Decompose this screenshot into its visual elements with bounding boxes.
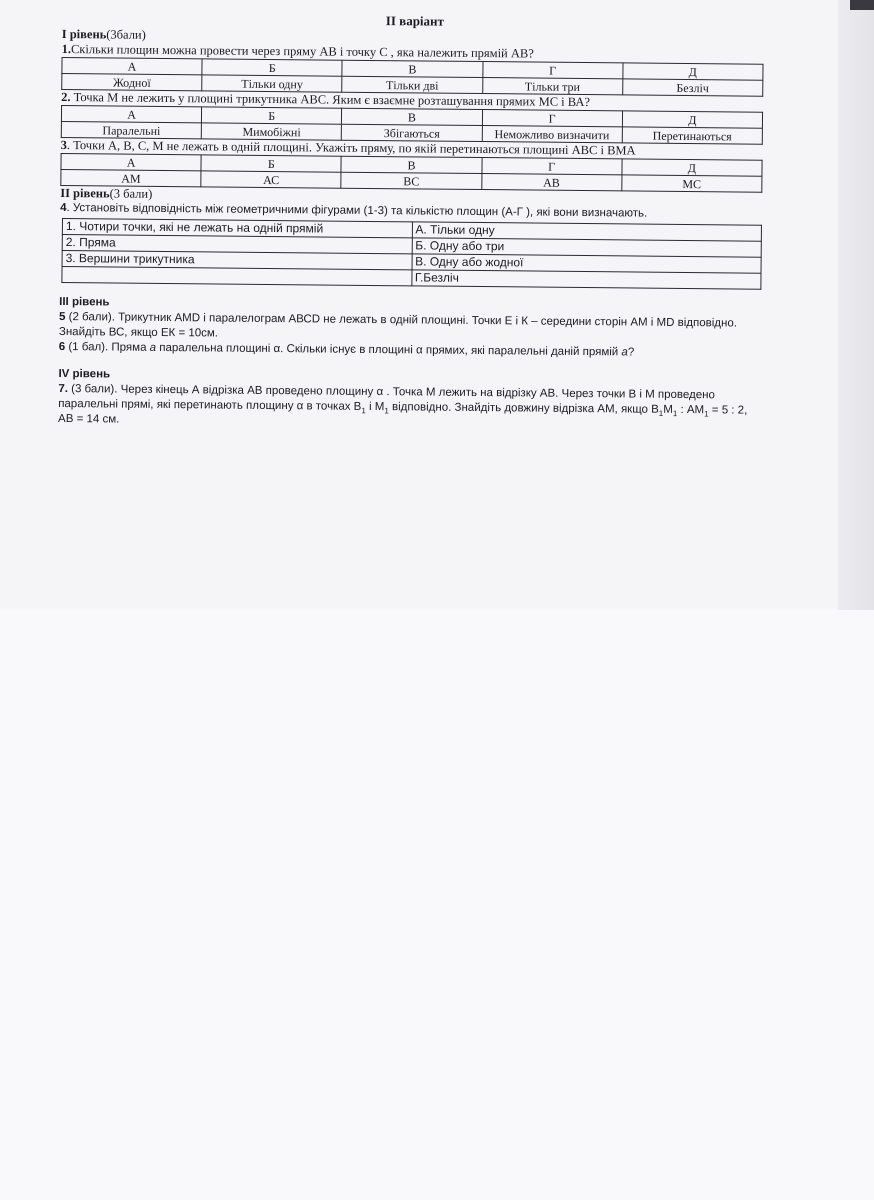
scan-background-edge xyxy=(838,0,874,610)
level-4-heading: ІV рівень xyxy=(58,367,111,381)
question-4-matching-table xyxy=(61,218,762,290)
question-1: 1.Скільки площин можна провести через пряму АВ і точку С , яка належить прямій АВ? xyxy=(61,41,534,61)
question-3: 3. Точки А, В, С, М не лежать в одній площині. Укажіть пряму, по якій перетинаються площині АВС і ВМА xyxy=(60,137,636,158)
question-6: 6 (1 бал). Пряма a паралельна площині α. Скільки існує в площині α прямих, які паралельні даній прямій a? xyxy=(58,340,635,359)
answer-options-row: АМ АС ВС АВ МС xyxy=(61,169,762,192)
level-2-heading: ІІ рівень(3 бали) xyxy=(60,185,153,201)
matching-row: Г.Безліч xyxy=(62,267,761,290)
question-5: 5 (2 бали). Трикутник АМD і паралелограм АВСD не лежать в одній площині. Точки Е і К – середини сторін АМ і МD відповідно. Знайдіть ВС, якщо ЕК = 10см. xyxy=(58,310,738,340)
answer-letters-row: А Б В Г Д xyxy=(61,153,762,176)
question-7: 7. (3 бали). Через кінець А відрізка АВ проведено площину α . Точка М лежить на відрізку АВ. Через точки В і М проведено паралельні прямі, які перетинають площину α в точках $В_1$ і $М_1$ відповідно. Знайдіть довжину відрізка АМ, якщо $В_1М_1$ : $АМ_1 = 5$ : 2, АВ = 14 см. xyxy=(58,382,748,426)
matching-row: 1. Чотири точки, які не лежать на одній прямій А. Тільки одну xyxy=(62,219,761,242)
worksheet xyxy=(58,10,768,434)
matching-row: 3. Вершини трикутника В. Одну або жодної xyxy=(62,251,761,274)
scanned-sheet xyxy=(0,0,838,608)
scan-corner-shadow xyxy=(850,0,874,10)
level-1-heading: І рівень(3бали) xyxy=(61,26,146,42)
question-4: 4. Установіть відповідність між геометричними фігурами (1-3) та кількістю площин (А-Г ), які вони визначають. xyxy=(60,201,648,220)
variant-title: ІІ варіант xyxy=(385,13,445,29)
answer-letters-row: А Б В Г Д xyxy=(62,58,763,81)
question-2: 2. Точка М не лежить у площині трикутника АВС. Яким є взаємне розташування прямих МС і ВА? xyxy=(61,89,591,110)
answer-options-row: Паралельні Мимобіжні Збігаються Неможливо визначити Перетинаються xyxy=(61,121,762,144)
level-3-heading: ІІІ рівень xyxy=(59,295,110,309)
blank-lower-page xyxy=(0,610,874,1200)
answer-letters-row: А Б В Г Д xyxy=(61,106,762,129)
matching-row: 2. Пряма Б. Одну або три xyxy=(62,235,761,258)
answer-options-row: Жодної Тільки одну Тільки дві Тільки три Безліч xyxy=(62,74,763,97)
